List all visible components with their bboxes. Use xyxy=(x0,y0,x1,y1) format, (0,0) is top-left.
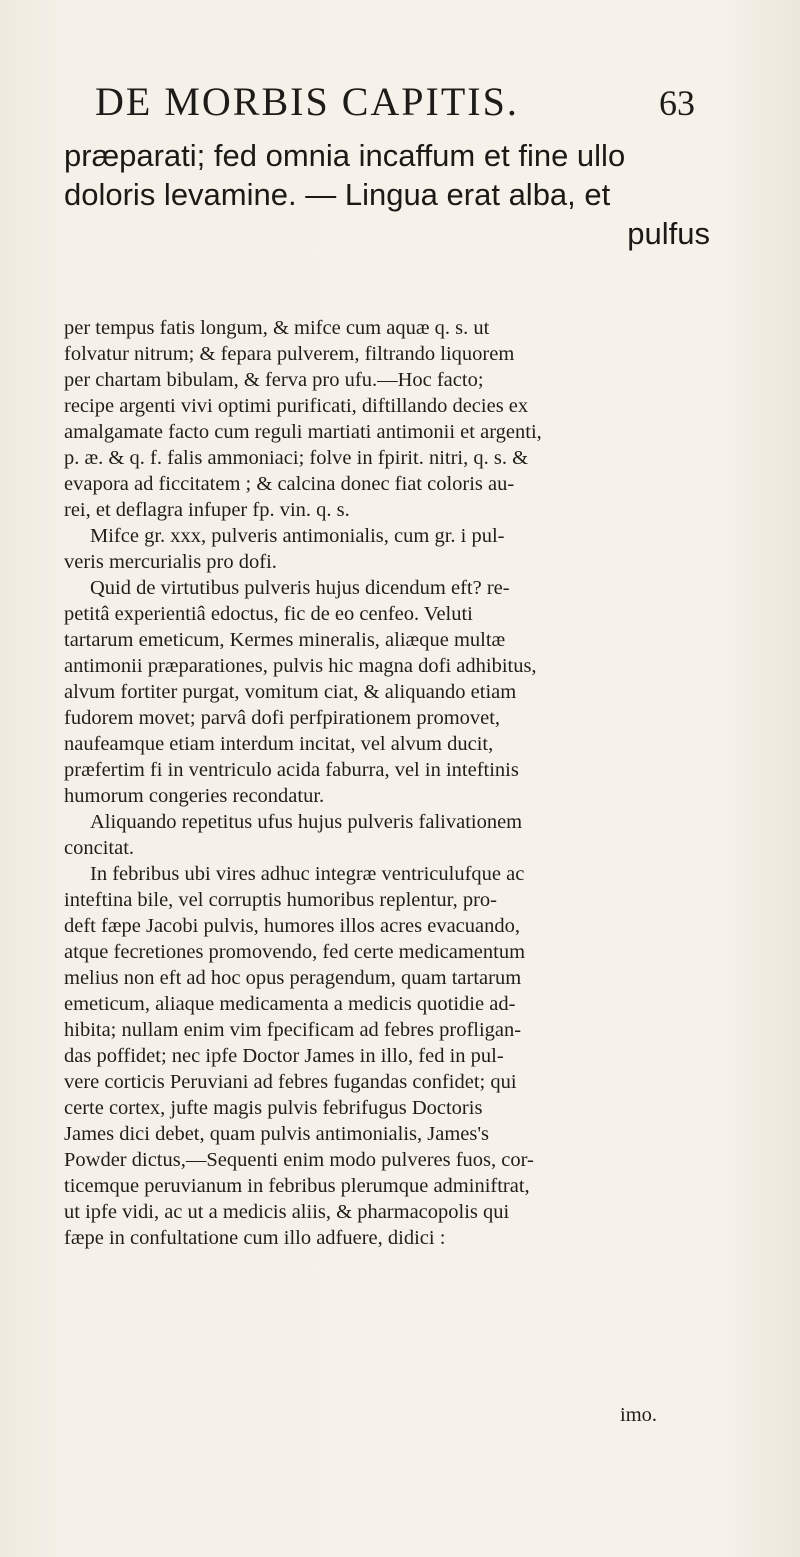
text-line: James dici debet, quam pulvis antimonialis, James's xyxy=(64,1123,490,1145)
text-line: inteftina bile, vel corruptis humoribus replentur, pro- xyxy=(64,889,497,911)
text-line: amalgamate facto cum reguli martiati antimonii et argenti, xyxy=(64,421,542,443)
text-line: per chartam bibulam, & ferva pro ufu.—Hoc facto; xyxy=(64,369,484,391)
text-line: p. æ. & q. f. falis ammoniaci; folve in fpirit. nitri, q. s. & xyxy=(64,447,529,469)
text-line: Mifce gr. xxx, pulveris antimonialis, cum gr. i pul- xyxy=(90,525,505,547)
text-line: Powder dictus,—Sequenti enim modo pulveres fuos, cor- xyxy=(64,1149,534,1171)
text-line: melius non eft ad hoc opus peragendum, quam tartarum xyxy=(64,967,522,989)
text-line: recipe argenti vivi optimi purificati, diftillando decies ex xyxy=(64,395,529,417)
text-line: hibita; nullam enim vim fpecificam ad febres profligan- xyxy=(64,1019,522,1041)
text-line: alvum fortiter purgat, vomitum ciat, & aliquando etiam xyxy=(64,681,517,703)
text-line: vere corticis Peruviani ad febres fugandas confidet; qui xyxy=(64,1071,517,1093)
page-number: 63 xyxy=(659,83,695,123)
text-line: certe cortex, jufte magis pulvis febrifugus Doctoris xyxy=(64,1097,483,1119)
text-line: folvatur nitrum; & fepara pulverem, filtrando liquorem xyxy=(64,343,515,365)
text-line: fudorem movet; parvâ dofi perfpirationem promovet, xyxy=(64,707,501,729)
lead-line: doloris levamine. — Lingua erat alba, et xyxy=(64,177,611,212)
catchword: imo. xyxy=(620,1404,658,1426)
text-line: petitâ experientiâ edoctus, fic de eo cenfeo. Veluti xyxy=(64,603,473,625)
text-line: tartarum emeticum, Kermes mineralis, aliæque multæ xyxy=(64,629,506,651)
text-line: Aliquando repetitus ufus hujus pulveris falivationem xyxy=(90,811,523,833)
text-line: fæpe in confultatione cum illo adfuere, didici : xyxy=(64,1227,446,1249)
text-line: atque fecretiones promovendo, fed certe medicamentum xyxy=(64,941,526,963)
text-line: rei, et deflagra infuper fp. vin. q. s. xyxy=(64,499,350,521)
text-line: Quid de virtutibus pulveris hujus dicendum eft? re- xyxy=(90,577,510,599)
text-line: antimonii præparationes, pulvis hic magna dofi adhibitus, xyxy=(64,655,537,677)
text-line: deft fæpe Jacobi pulvis, humores illos acres evacuando, xyxy=(64,915,520,937)
text-line: præfertim fi in ventriculo acida faburra, vel in inteftinis xyxy=(64,759,519,781)
lead-catchword: pulfus xyxy=(627,216,710,251)
text-line: humorum congeries recondatur. xyxy=(64,785,325,807)
lead-line: præparati; fed omnia incaffum et fine ullo xyxy=(64,138,626,173)
text-line: ut ipfe vidi, ac ut a medicis aliis, & pharmacopolis qui xyxy=(64,1201,510,1223)
running-head xyxy=(95,78,695,125)
text-line: evapora ad ficcitatem ; & calcina donec fiat coloris au- xyxy=(64,473,515,495)
text-line: emeticum, aliaque medicamenta a medicis quotidie ad- xyxy=(64,993,516,1015)
text-line: naufeamque etiam interdum incitat, vel alvum ducit, xyxy=(64,733,494,755)
small-type-passage xyxy=(64,315,712,1251)
text-line: ticemque peruvianum in febribus plerumque adminiftrat, xyxy=(64,1175,530,1197)
running-head-title: DE MORBIS CAPITIS. xyxy=(95,79,519,124)
large-type-passage xyxy=(64,136,712,253)
text-line: veris mercurialis pro dofi. xyxy=(64,551,277,573)
text-line: In febribus ubi vires adhuc integræ ventriculufque ac xyxy=(90,863,525,885)
text-line: concitat. xyxy=(64,837,135,859)
text-line: per tempus fatis longum, & mifce cum aquæ q. s. ut xyxy=(64,317,490,339)
text-line: das poffidet; nec ipfe Doctor James in illo, fed in pul- xyxy=(64,1045,504,1067)
